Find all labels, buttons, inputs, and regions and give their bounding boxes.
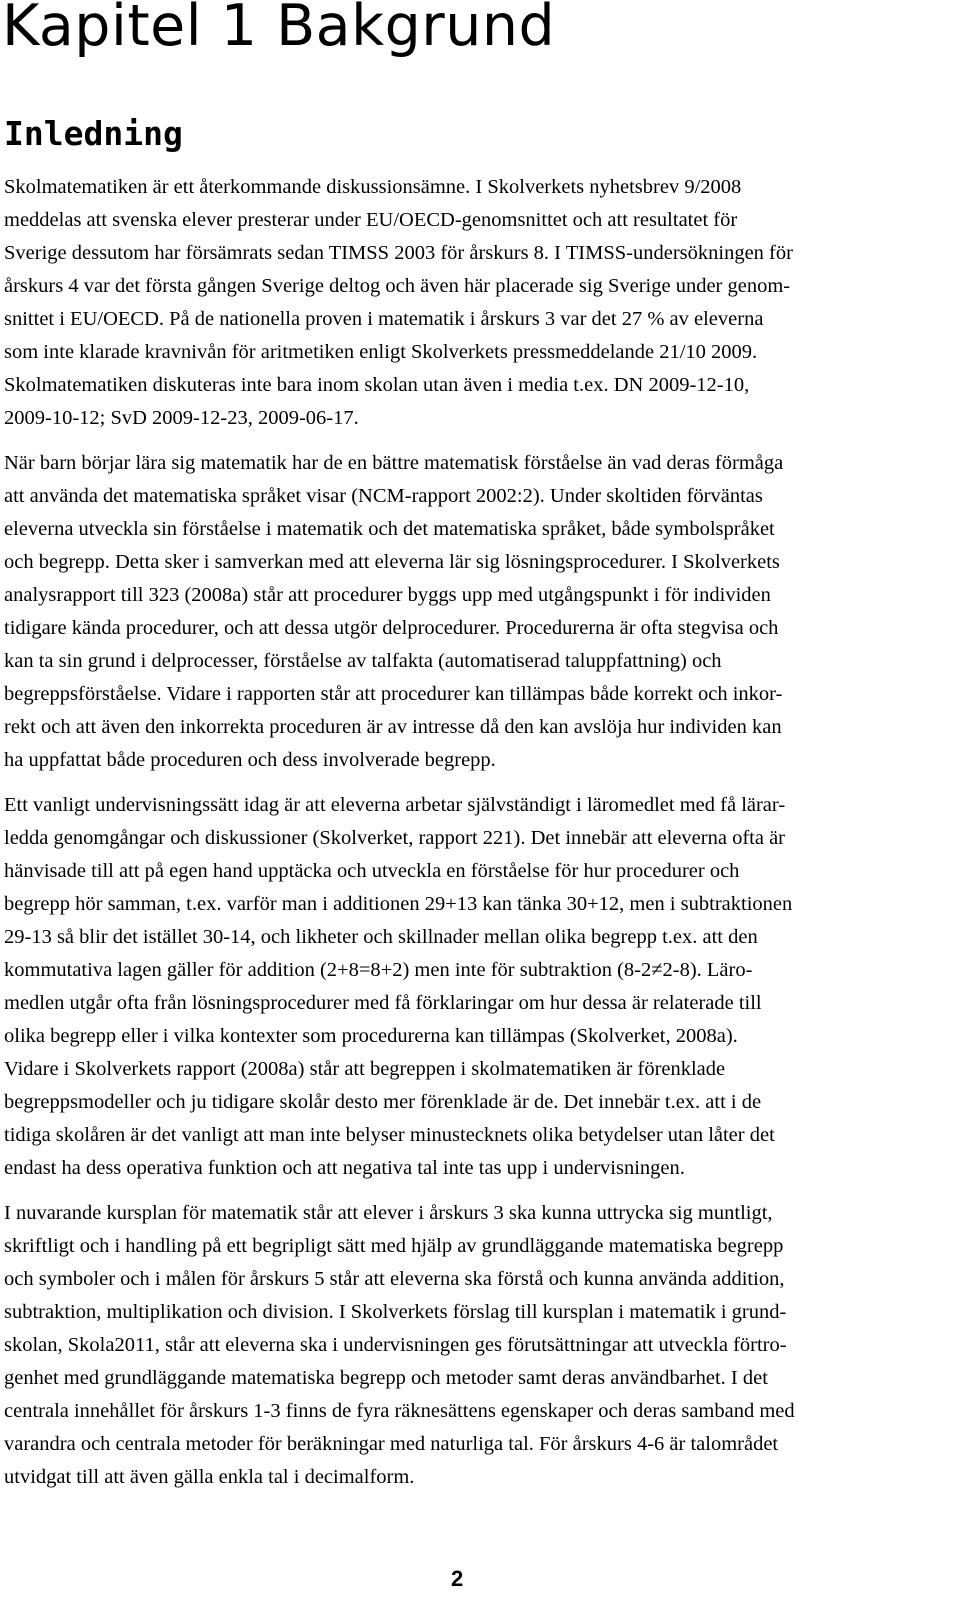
text-line: Vidare i Skolverkets rapport (2008a) står att begreppen i skolmatematiken är förenklade xyxy=(4,1058,726,1080)
page-number: 2 xyxy=(451,1566,464,1591)
text-line: 29-13 så blir det istället 30-14, och likheter och skillnader mellan olika begrepp t.ex. att den xyxy=(4,926,758,948)
body-text xyxy=(4,171,934,1506)
paragraph-4 xyxy=(4,1197,934,1494)
text-line: Ett vanligt undervisningssätt idag är att eleverna arbetar självständigt i läromedlet med få lärar- xyxy=(4,794,786,816)
text-line: snittet i EU/OECD. På de nationella proven i matematik i årskurs 3 var det 27 % av eleverna xyxy=(4,308,764,330)
text-line: årskurs 4 var det första gången Sverige deltog och även här placerade sig Sverige under genom- xyxy=(4,275,791,297)
text-line: begrepp hör samman, t.ex. varför man i additionen 29+13 kan tänka 30+12, men i subtraktionen xyxy=(4,893,793,915)
text-line: och begrepp. Detta sker i samverkan med att eleverna lär sig lösningsprocedurer. I Skolverkets xyxy=(4,551,780,573)
text-line: olika begrepp eller i vilka kontexter som procedurerna kan tillämpas (Skolverket, 2008a). xyxy=(4,1025,738,1047)
text-line: subtraktion, multiplikation och division. I Skolverkets förslag till kursplan i matematik i grund- xyxy=(4,1301,787,1323)
text-line: ledda genomgångar och diskussioner (Skolverket, rapport 221). Det innebär att eleverna ofta är xyxy=(4,827,786,849)
text-line: rekt och att även den inkorrekta proceduren är av intresse då den kan avslöja hur individen kan xyxy=(4,716,782,738)
text-line: När barn börjar lära sig matematik har de en bättre matematisk förståelse än vad deras förmåga xyxy=(4,452,784,474)
text-line: skolan, Skola2011, står att eleverna ska i undervisningen ges förutsättningar att utveckla förtro- xyxy=(4,1334,787,1356)
paragraph-2 xyxy=(4,447,934,777)
text-line: och symboler och i målen för årskurs 5 står att eleverna ska förstå och kunna använda addition, xyxy=(4,1268,785,1290)
text-line: begreppsförståelse. Vidare i rapporten står att procedurer kan tillämpas både korrekt och inkor- xyxy=(4,683,783,705)
text-line: hänvisade till att på egen hand upptäcka och utveckla en förståelse för hur procedurer och xyxy=(4,860,740,882)
text-line: eleverna utveckla sin förståelse i matematik och det matematiska språket, både symbolspråket xyxy=(4,518,775,540)
text-line: kommutativa lagen gäller för addition (2+8=8+2) men inte för subtraktion (8-2≠2-8). Läro- xyxy=(4,959,753,981)
text-line: genhet med grundläggande matematiska begrepp och metoder samt deras användbarhet. I det xyxy=(4,1367,768,1389)
paragraph-3 xyxy=(4,789,934,1185)
text-line: endast ha dess operativa funktion och att negativa tal inte tas upp i undervisningen. xyxy=(4,1157,685,1179)
text-line: tidiga skolåren är det vanligt att man inte belyser minustecknets olika betydelser utan låter det xyxy=(4,1124,775,1146)
text-line: utvidgat till att även gälla enkla tal i decimalform. xyxy=(4,1466,415,1488)
text-line: Skolmatematiken är ett återkommande diskussionsämne. I Skolverkets nyhetsbrev 9/2008 xyxy=(4,176,742,198)
text-line: medlen utgår ofta från lösningsprocedurer med få förklaringar om hur dessa är relaterade till xyxy=(4,992,762,1014)
text-line: att använda det matematiska språket visar (NCM-rapport 2002:2). Under skoltiden förväntas xyxy=(4,485,763,507)
text-line: skriftligt och i handling på ett begripligt sätt med hjälp av grundläggande matematiska begrepp xyxy=(4,1235,784,1257)
text-line: ha uppfattat både proceduren och dess involverade begrepp. xyxy=(4,749,496,771)
text-line: meddelas att svenska elever presterar under EU/OECD-genomsnittet och att resultatet för xyxy=(4,209,738,231)
chapter-title: Kapitel 1 Bakgrund xyxy=(2,0,556,59)
text-line: 2009-10-12; SvD 2009-12-23, 2009-06-17. xyxy=(4,407,359,429)
text-line: som inte klarade kravnivån för aritmetiken enligt Skolverkets pressmeddelande 21/10 2009. xyxy=(4,341,758,363)
text-line: centrala innehållet för årskurs 1-3 finns de fyra räknesättens egenskaper och deras samband med xyxy=(4,1400,795,1422)
text-line: Skolmatematiken diskuteras inte bara inom skolan utan även i media t.ex. DN 2009-12-10, xyxy=(4,374,750,396)
text-line: tidigare kända procedurer, och att dessa utgör delprocedurer. Procedurerna är ofta stegvisa och xyxy=(4,617,779,639)
text-line: Sverige dessutom har försämrats sedan TIMSS 2003 för årskurs 8. I TIMSS-undersökningen för xyxy=(4,242,793,264)
text-line: varandra och centrala metoder för beräkningar med naturliga tal. För årskurs 4-6 är talområdet xyxy=(4,1433,779,1455)
text-line: analysrapport till 323 (2008a) står att procedurer byggs upp med utgångspunkt i för individen xyxy=(4,584,771,606)
text-line: I nuvarande kursplan för matematik står att elever i årskurs 3 ska kunna uttrycka sig muntligt, xyxy=(4,1202,773,1224)
paragraph-1 xyxy=(4,171,934,435)
text-line: begreppsmodeller och ju tidigare skolår desto mer förenklade är de. Det innebär t.ex. att i de xyxy=(4,1091,762,1113)
section-title: Inledning xyxy=(4,114,183,153)
text-line: kan ta sin grund i delprocesser, förståelse av talfakta (automatiserad taluppfattning) och xyxy=(4,650,722,672)
